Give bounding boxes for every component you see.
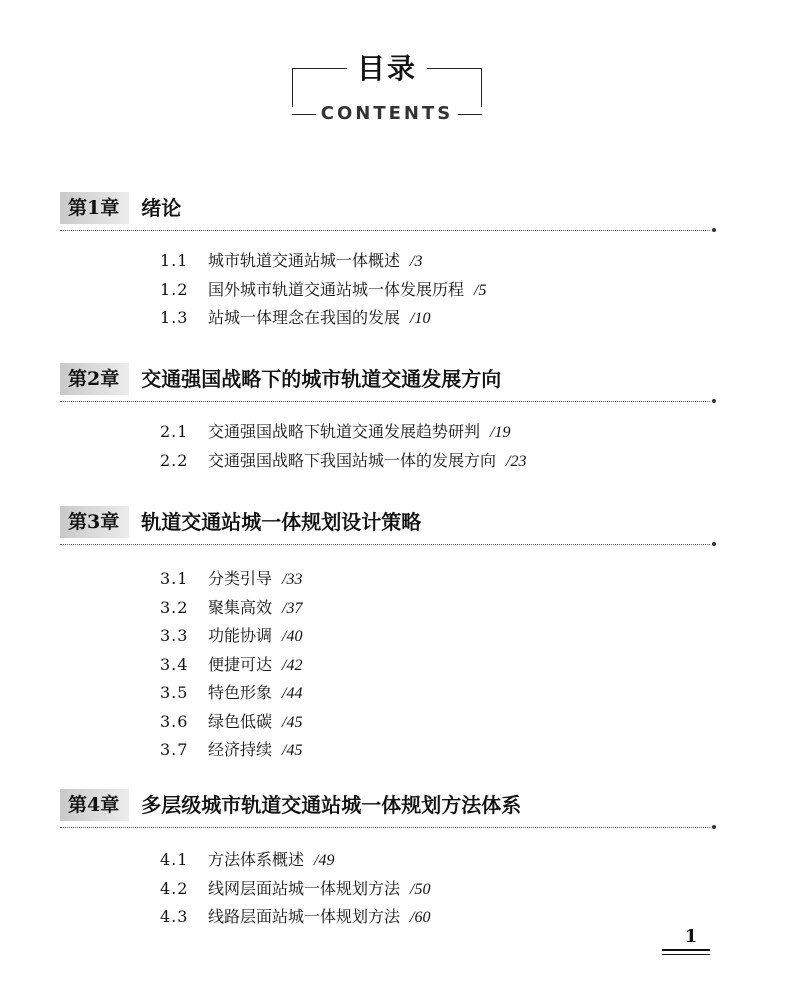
chapter-label: 第3章: [60, 506, 129, 538]
toc-header: [292, 52, 482, 132]
chapter-1: [60, 190, 716, 333]
toc-entry[interactable]: 3.2 聚集高效 /37: [160, 597, 303, 617]
toc-entry[interactable]: 2.2 交通强国战略下我国站城一体的发展方向 /23: [160, 450, 527, 470]
toc-entry[interactable]: 4.3 线路层面站城一体规划方法 /60: [160, 907, 431, 926]
toc-title: 目录: [356, 52, 417, 85]
toc-entry[interactable]: 1.3 站城一体理念在我国的发展 /10: [160, 308, 431, 327]
toc-entry[interactable]: 2.1 交通强国战略下轨道交通发展趋势研判 /19: [160, 422, 511, 441]
toc-entry[interactable]: 4.1 方法体系概述 /49: [160, 850, 335, 869]
chapter-label: 第4章: [60, 789, 129, 821]
toc-entry[interactable]: 3.3 功能协调 /40: [160, 626, 303, 645]
section-list: [60, 846, 716, 932]
chapter-4: [60, 787, 716, 932]
chapter-title[interactable]: 绪论: [141, 196, 182, 220]
chapter-divider: [60, 401, 710, 402]
chapter-label: 第1章: [60, 192, 129, 224]
chapter-divider: [60, 544, 710, 545]
section-list: [60, 418, 716, 475]
toc-entry[interactable]: 3.5 特色形象 /44: [160, 683, 303, 702]
chapter-divider: [60, 230, 710, 231]
chapter-3: [60, 504, 716, 765]
page-number: 1: [684, 926, 698, 947]
toc-entry[interactable]: 4.2 线网层面站城一体规划方法 /50: [160, 878, 431, 898]
chapter-divider: [60, 827, 710, 828]
chapter-2: [60, 361, 716, 475]
chapter-title[interactable]: 交通强国战略下的城市轨道交通发展方向: [141, 367, 502, 391]
chapter-title[interactable]: 轨道交通站城一体规划设计策略: [141, 510, 422, 534]
chapter-title[interactable]: 多层级城市轨道交通站城一体规划方法体系: [141, 793, 522, 817]
toc-entry[interactable]: 3.4 便捷可达 /42: [160, 654, 303, 674]
toc-entry[interactable]: 1.2 国外城市轨道交通站城一体发展历程 /5: [160, 279, 487, 299]
page-number-rule: [662, 949, 710, 951]
toc-entry[interactable]: 3.6 绿色低碳 /45: [160, 711, 303, 731]
section-list: [60, 565, 716, 765]
toc-entry[interactable]: 3.1 分类引导 /33: [160, 569, 303, 588]
chapter-label: 第2章: [60, 363, 129, 395]
toc-entry[interactable]: 3.7 经济持续 /45: [160, 740, 303, 759]
section-list: [60, 247, 716, 333]
toc-subtitle: CONTENTS: [320, 103, 454, 124]
page-number-rule-thin: [662, 954, 710, 955]
toc-entry[interactable]: 1.1 城市轨道交通站城一体概述 /3: [160, 251, 423, 270]
